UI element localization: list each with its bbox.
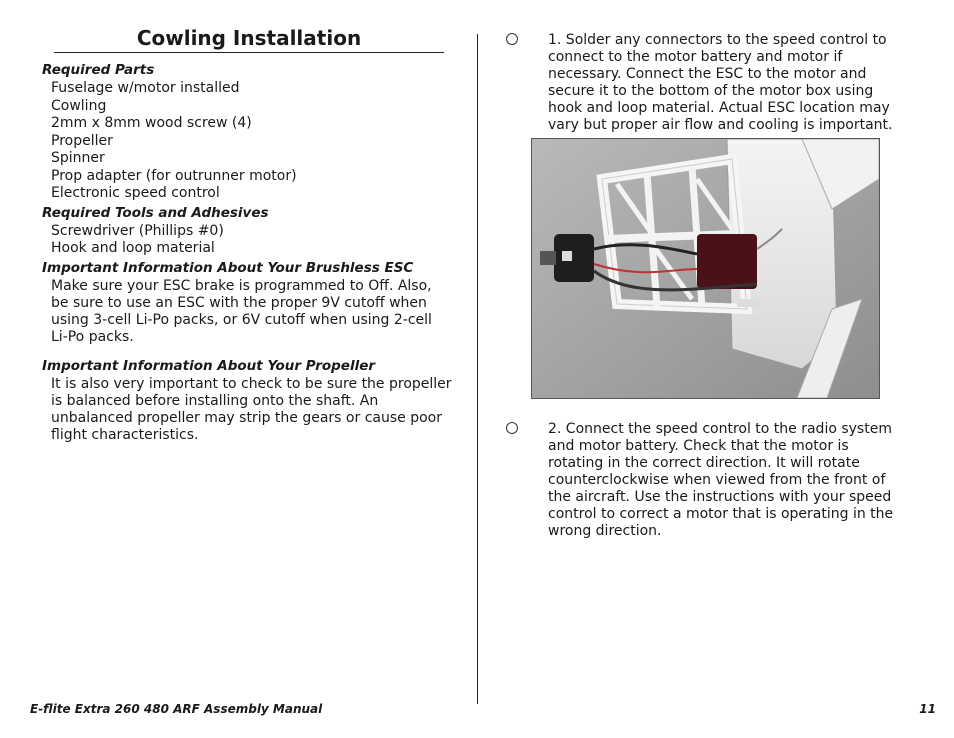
list-item: 2mm x 8mm wood screw (4) xyxy=(51,115,252,131)
prop-info-heading: Important Information About Your Propeller xyxy=(42,357,376,374)
required-parts-list xyxy=(42,80,452,203)
esc-info-text: Make sure your ESC brake is programmed to Off. Also, be sure to use an ESC with the proper 9V cutoff when using 3-cell Li-Po packs, or 6V cutoff when using 2-cell Li-Po packs. xyxy=(51,277,432,345)
checkbox-icon[interactable] xyxy=(506,422,518,434)
page-title: Cowling Installation xyxy=(54,26,444,53)
list-item: Cowling xyxy=(51,97,107,114)
list-item: Electronic speed control xyxy=(51,185,220,201)
list-item: Fuselage w/motor installed xyxy=(51,80,240,96)
list-item: Spinner xyxy=(51,150,105,166)
list-item: Screwdriver (Phillips #0) xyxy=(51,222,224,239)
motor-esc-photo xyxy=(531,138,880,399)
required-tools-heading: Required Tools and Adhesives xyxy=(42,204,269,221)
column-divider xyxy=(477,34,478,704)
step-2-text: 2. Connect the speed control to the radio system and motor battery. Check that the motor is rotating in the correct direction. It will rotate counterclockwise when viewed from the front of the aircraft. Use the instructions with your speed control to correct a motor that is operating in the wrong direction. xyxy=(548,421,894,539)
step-1-text: 1. Solder any connectors to the speed control to connect to the motor battery and motor if necessary. Connect the ESC to the motor and secure it to the bottom of the motor box using hook and loop material. Actual ESC location may vary but proper air flow and cooling is important. xyxy=(548,32,893,133)
footer-manual-title: E-flite Extra 260 480 ARF Assembly Manual xyxy=(30,702,323,716)
required-parts-heading: Required Parts xyxy=(42,62,155,78)
motor-photo-illustration xyxy=(532,139,879,398)
left-column xyxy=(42,62,452,450)
list-item: Propeller xyxy=(51,132,113,149)
list-item: Hook and loop material xyxy=(51,240,215,256)
footer-page-number: 11 xyxy=(919,702,936,716)
esc-info-heading: Important Information About Your Brushless ESC xyxy=(42,259,414,276)
list-item: Prop adapter (for outrunner motor) xyxy=(51,167,297,184)
required-tools-list xyxy=(42,223,452,258)
checkbox-icon[interactable] xyxy=(506,33,518,45)
step-2 xyxy=(506,421,906,540)
prop-info-text: It is also very important to check to be sure the propeller is balanced before installing onto the shaft. An unbalanced propeller may strip the gears or cause poor flight characteristics. xyxy=(51,375,452,443)
step-1 xyxy=(506,32,906,134)
